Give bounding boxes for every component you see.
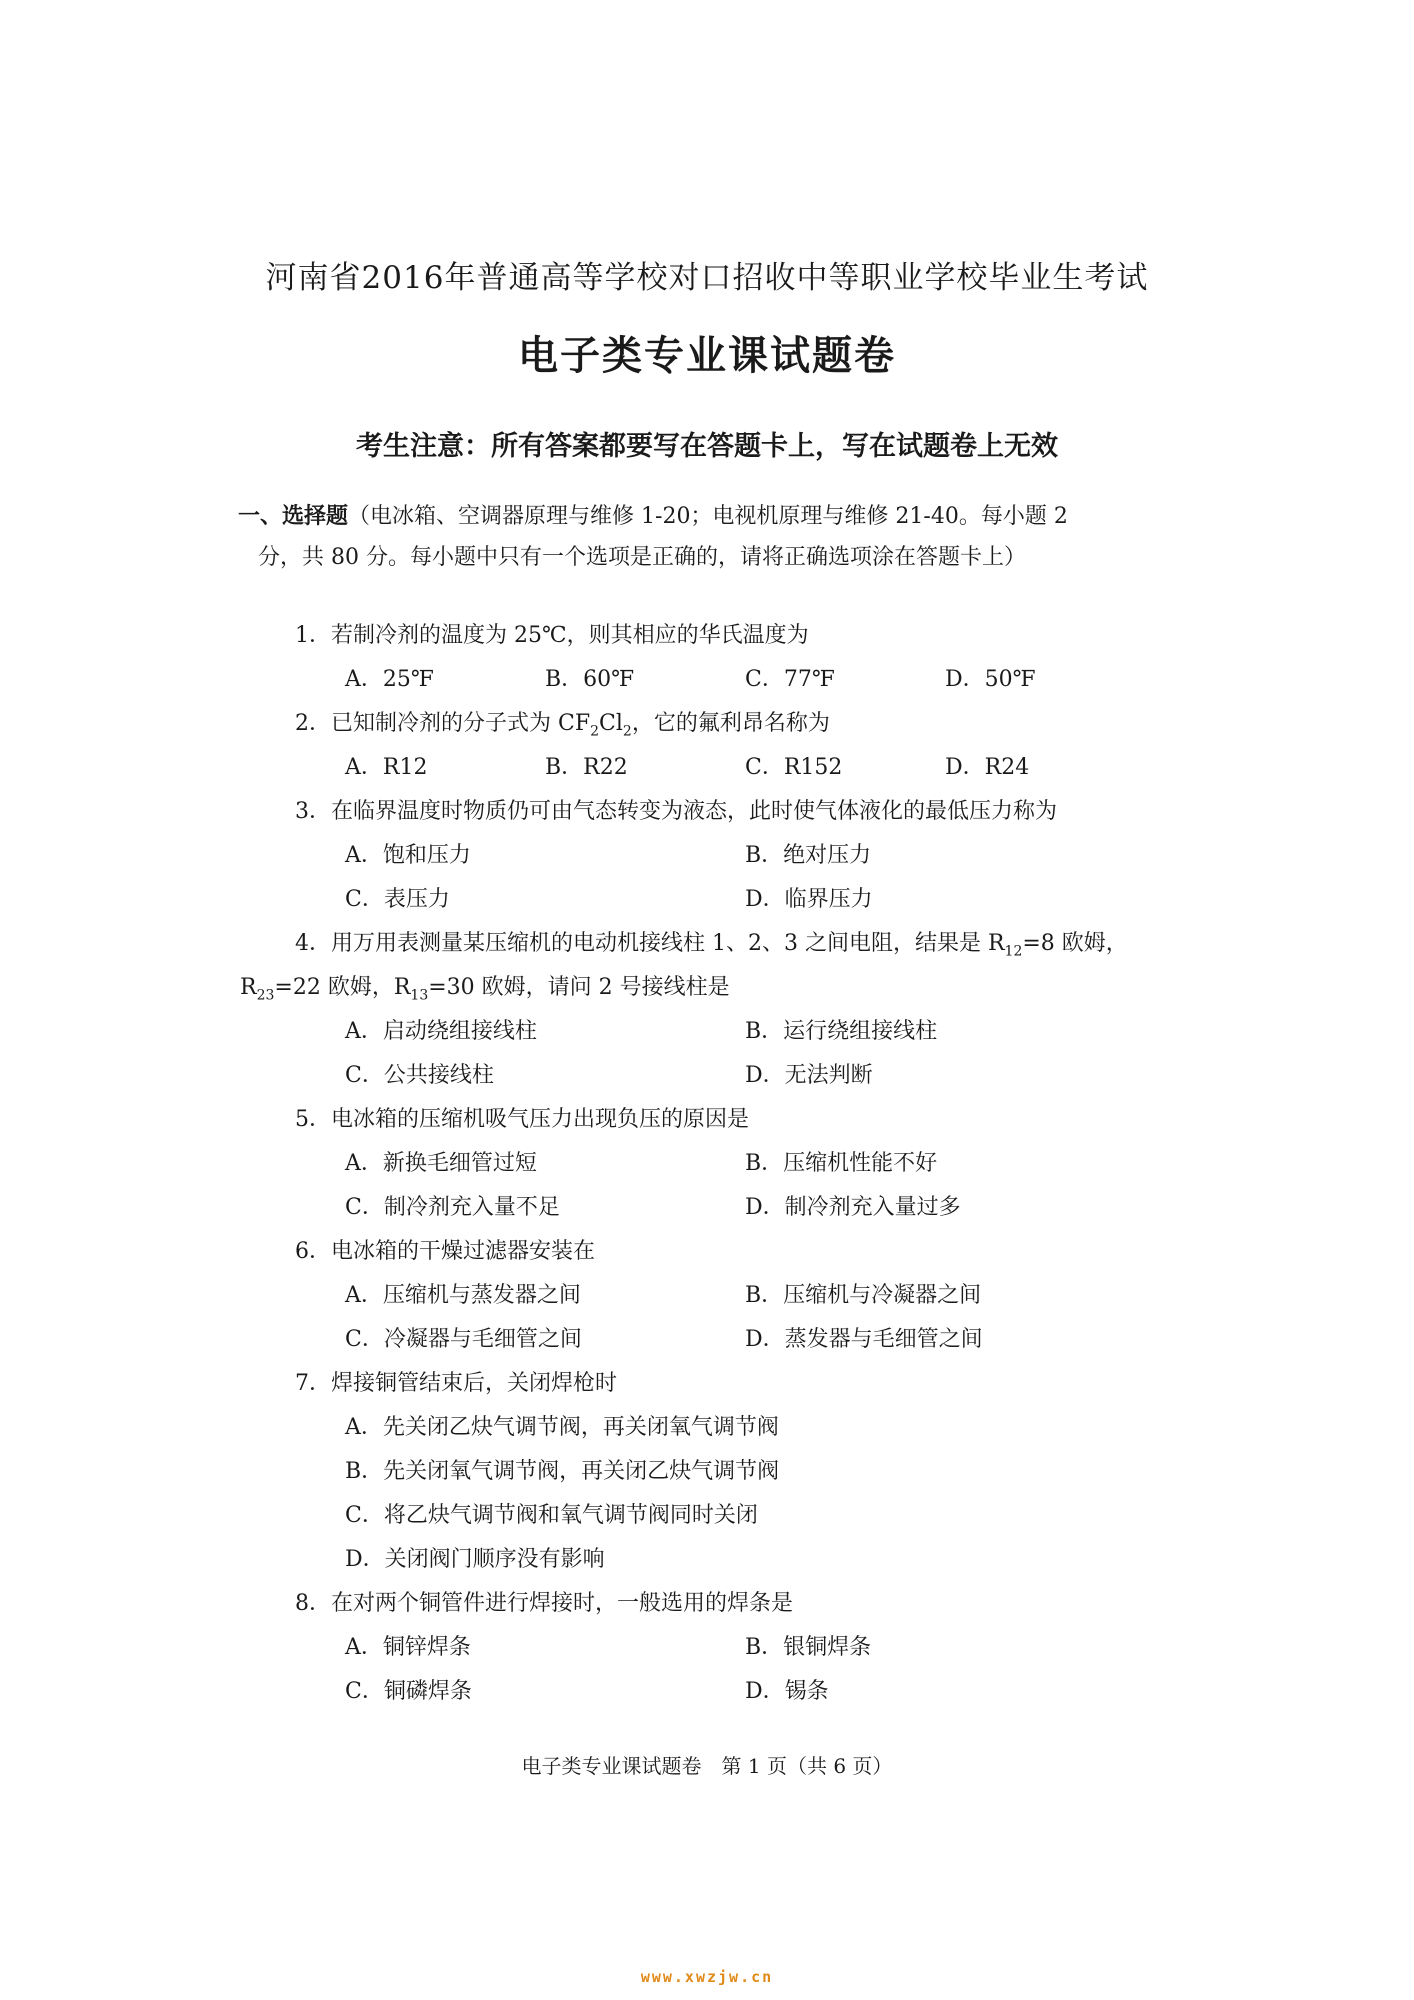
q5-option-d: D．制冷剂充入量过多 [745, 1195, 961, 1220]
page-footer: 电子类专业课试题卷 第 1 页（共 6 页） [521, 1754, 893, 1778]
q5-option-a: A．新换毛细管过短 [345, 1151, 537, 1176]
q6-option-b: B．压缩机与冷凝器之间 [745, 1283, 982, 1308]
q1-option-d: D．50℉ [945, 667, 1036, 692]
q7-option-c: C．将乙炔气调节阀和氧气调节阀同时关闭 [345, 1503, 758, 1528]
question-5-stem: 5．电冰箱的压缩机吸气压力出现负压的原因是 [295, 1107, 749, 1132]
section-desc-line1: （电冰箱、空调器原理与维修 1-20；电视机原理与维修 21-40。每小题 2 [348, 504, 1068, 529]
q8-option-b: B．银铜焊条 [745, 1635, 872, 1660]
question-7-stem: 7．焊接铜管结束后，关闭焊枪时 [295, 1371, 617, 1396]
question-6-stem: 6．电冰箱的干燥过滤器安装在 [295, 1239, 595, 1264]
q2-option-c: C．R152 [745, 755, 843, 780]
q4-option-c: C．公共接线柱 [345, 1063, 494, 1088]
q7-option-d: D．关闭阀门顺序没有影响 [345, 1547, 605, 1572]
q1-option-b: B．60℉ [545, 667, 635, 692]
q4-option-d: D．无法判断 [745, 1063, 873, 1088]
question-8-stem: 8．在对两个铜管件进行焊接时，一般选用的焊条是 [295, 1591, 793, 1616]
site-watermark: www.xwzjw.cn [640, 1968, 774, 1986]
q2-option-b: B．R22 [545, 755, 628, 780]
q5-option-c: C．制冷剂充入量不足 [345, 1195, 560, 1220]
q1-option-a: A．25℉ [345, 667, 434, 692]
candidate-notice: 考生注意：所有答案都要写在答题卡上，写在试题卷上无效 [356, 431, 1058, 462]
q8-option-a: A．铜锌焊条 [345, 1635, 471, 1660]
q4-option-b: B．运行绕组接线柱 [745, 1019, 938, 1044]
question-4-stem-line1: 4．用万用表测量某压缩机的电动机接线柱 1、2、3 之间电阻，结果是 $R_{12}=8$ 欧姆， [295, 931, 1128, 960]
q3-option-c: C．表压力 [345, 887, 450, 912]
q2-option-d: D．R24 [945, 755, 1030, 780]
question-3-stem: 3．在临界温度时物质仍可由气态转变为液态，此时使气体液化的最低压力称为 [295, 799, 1057, 824]
question-2-stem: 2．已知制冷剂的分子式为 $CF_2Cl_2$，它的氟利昂名称为 [295, 711, 830, 740]
exam-title-line1: 河南省2016年普通高等学校对口招收中等职业学校毕业生考试 [265, 260, 1149, 296]
section-desc-line2: 分，共 80 分。每小题中只有一个选项是正确的，请将正确选项涂在答题卡上） [258, 545, 1026, 570]
q8-option-c: C．铜磷焊条 [345, 1679, 472, 1704]
q3-option-d: D．临界压力 [745, 887, 873, 912]
q7-option-b: B．先关闭氧气调节阀，再关闭乙炔气调节阀 [345, 1459, 780, 1484]
exam-title-subject: 电子类专业课试题卷 [518, 333, 896, 379]
q3-option-a: A．饱和压力 [345, 843, 471, 868]
q1-option-c: C．77℉ [745, 667, 835, 692]
q2-option-a: A．R12 [345, 755, 428, 780]
q6-option-d: D．蒸发器与毛细管之间 [745, 1327, 983, 1352]
q6-option-c: C．冷凝器与毛细管之间 [345, 1327, 582, 1352]
section-heading: 一、选择题 [238, 504, 349, 529]
q8-option-d: D．锡条 [745, 1679, 829, 1704]
section-line1 [238, 497, 1068, 537]
q5-option-b: B．压缩机性能不好 [745, 1151, 938, 1176]
question-1-stem: 1．若制冷剂的温度为 25℃，则其相应的华氏温度为 [295, 623, 809, 648]
q6-option-a: A．压缩机与蒸发器之间 [345, 1283, 581, 1308]
q4-option-a: A．启动绕组接线柱 [345, 1019, 537, 1044]
q3-option-b: B．绝对压力 [745, 843, 872, 868]
q7-option-a: A．先关闭乙炔气调节阀，再关闭氧气调节阀 [345, 1415, 779, 1440]
question-4-stem-line2: $R_{23}=22$ 欧姆，$R_{13}=30$ 欧姆，请问 2 号接线柱是 [240, 975, 730, 1004]
